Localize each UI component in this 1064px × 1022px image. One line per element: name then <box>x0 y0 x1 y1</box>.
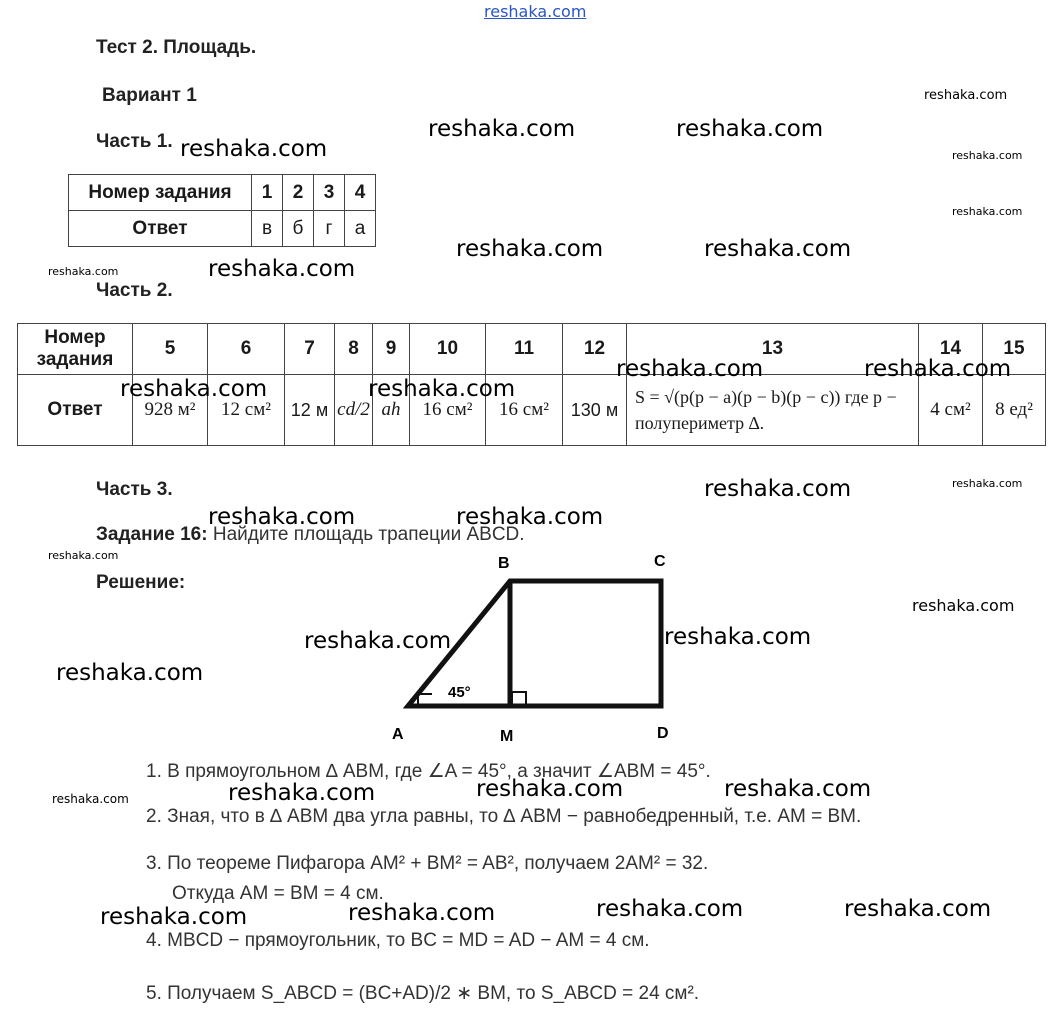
table-cell: 6 <box>208 324 285 375</box>
watermark: reshaka.com <box>48 265 119 278</box>
watermark: reshaka.com <box>100 904 248 930</box>
table-cell: 4 <box>345 175 376 211</box>
table-cell: 928 м² <box>133 375 208 446</box>
task-text: Найдите площадь трапеции ABCD. <box>212 524 525 545</box>
table-cell: 7 <box>285 324 335 375</box>
label-m: M <box>500 728 514 745</box>
table-cell: 15 <box>983 324 1046 375</box>
table-cell: б <box>283 211 314 247</box>
watermark: reshaka.com <box>348 900 496 926</box>
step-2: 2. Зная, что в ∆ ABM два угла равны, то ∆ ABM − равнобедренный, т.е. AM = BM. <box>146 806 862 827</box>
step-1: 1. В прямоугольном ∆ ABM, где ∠A = 45°, а значит ∠ABM = 45°. <box>146 761 711 782</box>
table-cell: 9 <box>373 324 410 375</box>
step-3-continued: Откуда AM = BM = 4 см. <box>172 883 384 904</box>
watermark: reshaka.com <box>228 780 376 806</box>
table-cell: Номер задания <box>69 175 252 211</box>
watermark: reshaka.com <box>844 896 992 922</box>
table-cell: Номер задания <box>18 324 133 375</box>
table-cell: 5 <box>133 324 208 375</box>
table-cell: 12 <box>563 324 627 375</box>
watermark: reshaka.com <box>52 792 129 806</box>
table-cell: 12 см² <box>208 375 285 446</box>
label-a: A <box>392 726 404 743</box>
table-cell: 8 ед² <box>983 375 1046 446</box>
table-cell: 130 м <box>563 375 627 446</box>
table-cell: ah <box>373 375 410 446</box>
watermark: reshaka.com <box>180 136 328 162</box>
table-cell: 11 <box>486 324 563 375</box>
table-cell: 2 <box>283 175 314 211</box>
table-cell: Ответ <box>18 375 133 446</box>
watermark: reshaka.com <box>456 236 604 262</box>
table-cell: 10 <box>410 324 486 375</box>
table-cell: 12 м <box>285 375 335 446</box>
watermark: reshaka.com <box>368 376 516 402</box>
watermark: reshaka.com <box>664 624 812 650</box>
table-cell: 16 см² <box>410 375 486 446</box>
watermark: reshaka.com <box>208 504 356 530</box>
solution-heading: Решение: <box>96 572 186 593</box>
watermark: reshaka.com <box>596 896 744 922</box>
watermark: reshaka.com <box>676 116 824 142</box>
watermark: reshaka.com <box>952 149 1023 162</box>
watermark: reshaka.com <box>48 549 119 562</box>
table-cell: Ответ <box>69 211 252 247</box>
table-cell: cd/2 <box>335 375 373 446</box>
watermark: reshaka.com <box>428 116 576 142</box>
angle-label: 45° <box>448 684 471 701</box>
part2-heading: Часть 2. <box>96 280 173 301</box>
watermark: reshaka.com <box>456 504 604 530</box>
variant-heading: Вариант 1 <box>102 85 197 106</box>
part3-heading: Часть 3. <box>96 479 173 500</box>
step-4: 4. MBCD − прямоугольник, то BC = MD = AD − AM = 4 см. <box>146 930 650 951</box>
table-cell: 4 см² <box>919 375 983 446</box>
watermark: reshaka.com <box>952 205 1023 218</box>
watermark: reshaka.com <box>864 356 1012 382</box>
table-cell: 3 <box>314 175 345 211</box>
table-cell: 16 см² <box>486 375 563 446</box>
watermark: reshaka.com <box>120 376 268 402</box>
table-cell: 13 <box>627 324 919 375</box>
table-cell: 8 <box>335 324 373 375</box>
watermark: reshaka.com <box>912 596 1015 615</box>
label-b: B <box>498 555 510 572</box>
watermark: reshaka.com <box>56 660 204 686</box>
step-3: 3. По теореме Пифагора AM² + BM² = AB², получаем 2AM² = 32. <box>146 853 709 874</box>
part1-heading: Часть 1. <box>96 131 173 152</box>
label-d: D <box>657 725 669 742</box>
table-cell: 1 <box>252 175 283 211</box>
site-link[interactable]: reshaka.com <box>484 2 587 21</box>
watermark: reshaka.com <box>304 628 452 654</box>
table-cell: г <box>314 211 345 247</box>
watermark: reshaka.com <box>704 476 852 502</box>
watermark: reshaka.com <box>724 776 872 802</box>
table-cell: 14 <box>919 324 983 375</box>
watermark: reshaka.com <box>616 356 764 382</box>
table-cell: в <box>252 211 283 247</box>
task-label: Задание 16: <box>96 524 208 545</box>
table-cell: а <box>345 211 376 247</box>
label-c: C <box>654 553 666 570</box>
table-cell: S = √(p(p − a)(p − b)(p − c)) где p − полупериметр ∆. <box>627 375 919 446</box>
watermark: reshaka.com <box>476 776 624 802</box>
step-5: 5. Получаем S_ABCD = (BC+AD)/2 ∗ BM, то S_ABCD = 24 см². <box>146 983 700 1004</box>
watermark: reshaka.com <box>924 88 1008 103</box>
page-title: Тест 2. Площадь. <box>96 37 257 58</box>
watermark: reshaka.com <box>704 236 852 262</box>
watermark: reshaka.com <box>952 477 1023 490</box>
watermark: reshaka.com <box>208 256 356 282</box>
